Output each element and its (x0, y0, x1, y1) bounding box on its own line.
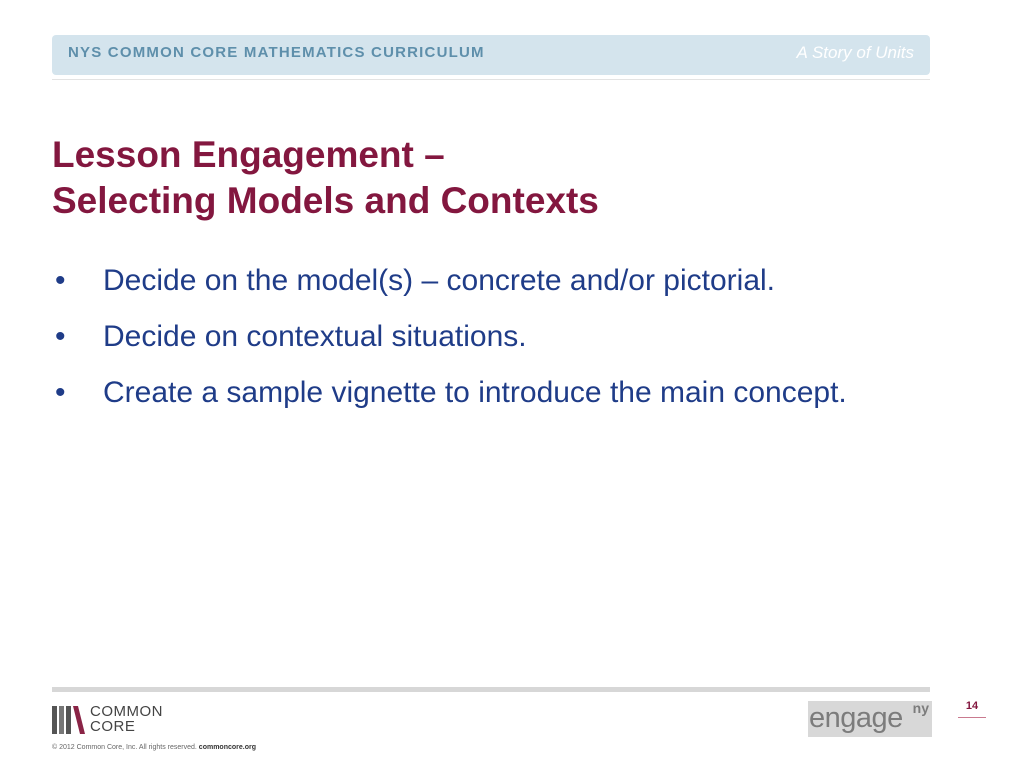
page-number-underline (958, 717, 986, 718)
bullet-text: Create a sample vignette to introduce the main concept. (103, 376, 847, 409)
page-number: 14 (965, 700, 979, 712)
bullet-dot-icon: • (55, 320, 66, 353)
slide-title (52, 132, 932, 224)
common-core-wordmark (90, 704, 163, 734)
common-core-logo (52, 705, 192, 737)
slide-title-line-1: Lesson Engagement – (52, 134, 445, 175)
bullet-item (52, 318, 942, 356)
engage-wordmark: engage (809, 702, 903, 734)
header-subtitle: A Story of Units (796, 43, 914, 62)
header-bar (52, 35, 930, 75)
bullet-dot-icon: • (55, 264, 66, 297)
common-core-line-1: COMMON (90, 703, 163, 720)
copyright-text: © 2012 Common Core, Inc. All rights reserved. (52, 744, 197, 751)
bullet-text: Decide on contextual situations. (103, 320, 527, 353)
bullet-item (52, 262, 942, 300)
slide-title-line-2: Selecting Models and Contexts (52, 180, 599, 221)
header-divider (52, 79, 930, 80)
common-core-books-icon (52, 706, 85, 734)
engage-ny-logo (808, 701, 932, 737)
website-link[interactable]: commoncore.org (198, 744, 256, 751)
common-core-line-2: CORE (90, 718, 136, 735)
footer-divider (52, 687, 930, 692)
bullet-list (52, 262, 942, 430)
copyright-notice (52, 744, 256, 751)
bullet-item (52, 374, 942, 412)
bullet-dot-icon: • (55, 376, 66, 409)
engage-ny-superscript: ny (912, 700, 929, 716)
curriculum-title: NYS COMMON CORE MATHEMATICS CURRICULUM (68, 44, 485, 61)
bullet-text: Decide on the model(s) – concrete and/or pictorial. (103, 264, 776, 297)
